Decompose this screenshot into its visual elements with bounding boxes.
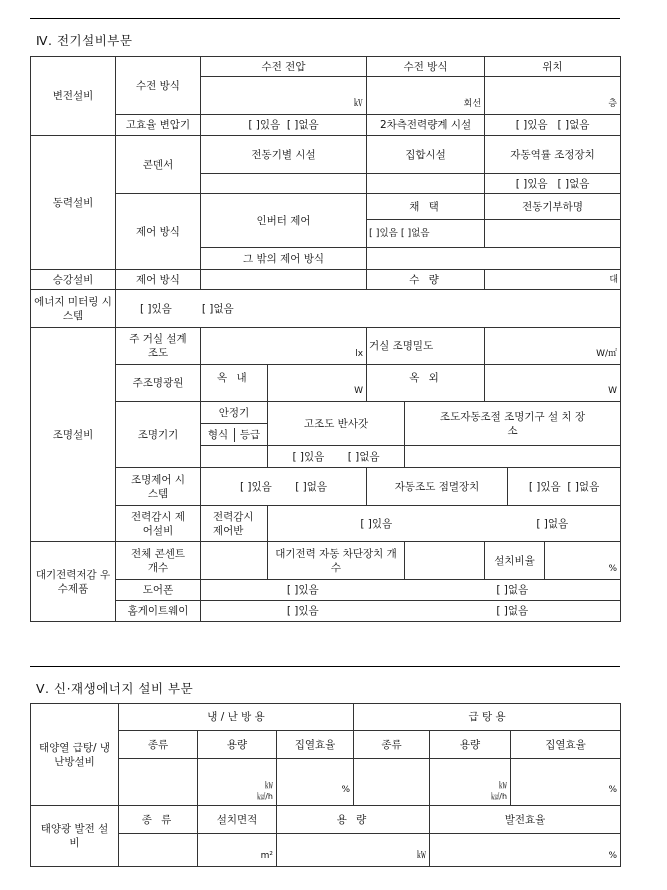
- option-yes[interactable]: [ ]있음: [140, 302, 172, 315]
- auto-off-label: 자동조도 점멸장치: [367, 468, 508, 506]
- doorphone-yes[interactable]: [201, 580, 405, 601]
- ratio-field[interactable]: [545, 542, 621, 580]
- homegateway-no[interactable]: [405, 601, 621, 622]
- option-yes[interactable]: [ ]있음: [528, 480, 561, 493]
- density-label: [367, 328, 485, 365]
- heating-capacity: 용량: [198, 731, 277, 759]
- motor-load-label: 전동기부하명: [485, 194, 621, 220]
- pv-kind: 종 류: [119, 806, 198, 834]
- electrical-table: [30, 56, 621, 622]
- type-label: 형식: [203, 428, 235, 442]
- panel-no[interactable]: [485, 506, 621, 542]
- density-field[interactable]: [485, 328, 621, 365]
- option-yes[interactable]: [ ]있음: [515, 119, 548, 131]
- monitoring-label: 전력감시 제어설비: [116, 506, 201, 542]
- doorphone-no[interactable]: [405, 580, 621, 601]
- unit-kw: ㎾: [417, 851, 427, 861]
- hot-water-capacity: 용량: [430, 731, 511, 759]
- quantity-label: 수 량: [367, 270, 485, 290]
- pv-capacity: 용 량: [277, 806, 430, 834]
- option-no[interactable]: [ ]없음: [286, 119, 319, 131]
- efficient-transformer-label: 고효율 변압기: [116, 115, 201, 136]
- auto-off-options[interactable]: [508, 468, 621, 506]
- panel-label: 전력감시 제어반: [201, 506, 268, 542]
- fixture-label: 조명기기: [116, 402, 201, 468]
- option-no[interactable]: [ ]없음: [347, 450, 380, 463]
- option-no[interactable]: [ ]없음: [201, 302, 234, 315]
- transformer-options[interactable]: [201, 115, 367, 136]
- unit-kv: ㎸: [354, 99, 364, 109]
- option-yes[interactable]: [ ]있음: [515, 177, 548, 190]
- heating-kind-field[interactable]: [119, 759, 198, 806]
- main-source-label: 주조명광원: [116, 365, 201, 402]
- outlets-label: 전체 콘센트 개수: [116, 542, 201, 580]
- method-label: 수전 방식: [367, 57, 485, 77]
- option-yes[interactable]: [ ]있음: [360, 517, 393, 530]
- method-field[interactable]: [367, 77, 485, 115]
- heating-efficiency: 집열효율: [277, 731, 354, 759]
- motor-load-field[interactable]: [485, 220, 621, 248]
- cutoff-label: 대기전력 자동 차단장치 개수: [268, 542, 405, 580]
- unit-count: 대: [609, 274, 619, 285]
- option-yes[interactable]: [ ]있음: [286, 584, 319, 596]
- unit-w: W: [608, 386, 618, 396]
- unit-wm2: W/㎡: [596, 349, 618, 359]
- meter-options[interactable]: [116, 290, 621, 328]
- other-control-field[interactable]: [367, 248, 621, 270]
- secondary-meter-options[interactable]: [485, 115, 621, 136]
- auto-dim-field[interactable]: [405, 446, 621, 468]
- pv-efficiency: 발전효율: [430, 806, 621, 834]
- solar-thermal-label: 태양열 급탕/ 냉난방설비: [31, 704, 119, 806]
- doorphone-label: 도어폰: [116, 580, 201, 601]
- option-no[interactable]: [ ]없음: [536, 517, 569, 530]
- unit-percent: %: [608, 851, 618, 861]
- auto-pf-label: 자동역률 조정장치: [485, 136, 621, 174]
- panel-yes[interactable]: [268, 506, 485, 542]
- ballast-field[interactable]: [201, 446, 268, 468]
- ratio-label: 설치비율: [485, 542, 545, 580]
- option-yes[interactable]: [ ]있음: [239, 480, 272, 493]
- unit-floor: 층: [608, 99, 618, 109]
- control-system-label: 조명제어 시스템: [116, 468, 201, 506]
- option-no[interactable]: [ ]없음: [496, 605, 529, 617]
- control-method-label: 제어 방식: [116, 194, 201, 270]
- pv-kind-field[interactable]: [119, 834, 198, 867]
- outdoor-field[interactable]: [485, 365, 621, 402]
- ballast-text: 안정기: [218, 406, 250, 419]
- collective-label: 집합시설: [367, 136, 485, 174]
- lighting-label: 조명설비: [31, 328, 116, 542]
- living-illum-field[interactable]: [201, 328, 367, 365]
- standby-label: 대기전력저감 우수제품: [31, 542, 116, 622]
- unit-percent: %: [608, 785, 618, 795]
- option-yes[interactable]: [ ]있음: [286, 605, 319, 617]
- section5-title: Ⅴ. 신·재생에너지 설비 부문: [36, 681, 194, 696]
- elevator-control-field[interactable]: [201, 270, 367, 290]
- location-field[interactable]: [485, 77, 621, 115]
- homegateway-label: 홈게이트웨이: [116, 601, 201, 622]
- collective-field[interactable]: [367, 174, 485, 194]
- inverter-options[interactable]: [ ]있음 [ ]없음: [367, 220, 485, 248]
- pv-label: 태양광 발전 설비: [31, 806, 119, 867]
- unit-kcal: ㎉/h: [257, 792, 273, 801]
- unit-percent: %: [341, 785, 351, 795]
- unit-lx: lx: [355, 349, 364, 359]
- homegateway-yes[interactable]: [201, 601, 405, 622]
- control-system-options[interactable]: [201, 468, 367, 506]
- hot-water-kind-field[interactable]: [354, 759, 430, 806]
- indoor-label: 옥 내: [201, 365, 268, 402]
- unit-m2: m²: [260, 851, 273, 861]
- elevator-label: 승강설비: [31, 270, 116, 290]
- living-illum-label: 주 거실 설계조도: [116, 328, 201, 365]
- substation-label: 변전설비: [31, 57, 116, 136]
- unit-line: 회선: [463, 99, 482, 109]
- hot-water-efficiency-field[interactable]: [511, 759, 621, 806]
- hot-water-capacity-field[interactable]: [430, 759, 511, 806]
- section4-title: Ⅳ. 전기설비부문: [36, 33, 133, 48]
- option-no[interactable]: [ ]없음: [557, 177, 590, 190]
- high-reflect-options[interactable]: [268, 446, 405, 468]
- pv-area: 설치면적: [198, 806, 277, 834]
- heating-capacity-field[interactable]: [198, 759, 277, 806]
- unit-kw: ㎾: [499, 781, 508, 790]
- unit-w: W: [354, 386, 364, 396]
- hot-water-efficiency: 집열효율: [511, 731, 621, 759]
- auto-pf-options[interactable]: [485, 174, 621, 194]
- quantity-field[interactable]: [485, 270, 621, 290]
- voltage-field[interactable]: [201, 77, 367, 115]
- ballast-subheader: [201, 424, 268, 446]
- other-control-label: 그 밖의 제어 방식: [201, 248, 367, 270]
- elevator-control-label: 제어 방식: [116, 270, 201, 290]
- individual-field[interactable]: [201, 174, 367, 194]
- option-no[interactable]: [ ]없음: [567, 480, 600, 493]
- density-text: 거실 조명밀도: [369, 340, 434, 352]
- unit-kw: ㎾: [265, 781, 273, 790]
- secondary-meter-label: 2차측전력량계 시설: [367, 115, 485, 136]
- unit-percent: %: [608, 564, 618, 574]
- indoor-field[interactable]: [268, 365, 367, 402]
- pv-efficiency-field[interactable]: [430, 834, 621, 867]
- top-rule: [30, 18, 620, 19]
- auto-dim-label: 조도자동조절 조명기구 설 치 장 소: [405, 402, 621, 446]
- option-no[interactable]: [ ]없음: [496, 584, 529, 596]
- ballast-label: [201, 402, 268, 424]
- hot-water-kind: 종류: [354, 731, 430, 759]
- outlets-field[interactable]: [201, 542, 268, 580]
- pv-area-field[interactable]: [198, 834, 277, 867]
- option-no[interactable]: [ ]없음: [295, 480, 328, 493]
- adopt-label: 채 택: [367, 194, 485, 220]
- meter-label: 에너지 미터링 시스템: [31, 290, 116, 328]
- heating-efficiency-field[interactable]: [277, 759, 354, 806]
- section-rule: [30, 666, 620, 667]
- grade-label: 등급: [239, 428, 261, 441]
- heating-kind: 종류: [119, 731, 198, 759]
- renewable-table: [30, 703, 621, 867]
- voltage-label: 수전 전압: [201, 57, 367, 77]
- option-yes[interactable]: [ ]있음: [292, 450, 325, 463]
- pv-capacity-field[interactable]: [277, 834, 430, 867]
- hot-water-label: 급 탕 용: [354, 704, 621, 731]
- individual-label: 전동기별 시설: [201, 136, 367, 174]
- cutoff-field[interactable]: [405, 542, 485, 580]
- power-label: 동력설비: [31, 136, 116, 270]
- outdoor-label: 옥 외: [367, 365, 485, 402]
- inverter-label: 인버터 제어: [201, 194, 367, 248]
- high-reflect-label: 고조도 반사갓: [268, 402, 405, 446]
- unit-kcal: ㎉/h: [491, 792, 508, 801]
- condenser-label: 콘덴서: [116, 136, 201, 194]
- power-method-label: 수전 방식: [116, 57, 201, 115]
- option-no[interactable]: [ ]없음: [557, 119, 590, 131]
- heating-label: 냉 / 난 방 용: [119, 704, 354, 731]
- option-yes[interactable]: [ ]있음: [248, 119, 281, 131]
- location-label: 위치: [485, 57, 621, 77]
